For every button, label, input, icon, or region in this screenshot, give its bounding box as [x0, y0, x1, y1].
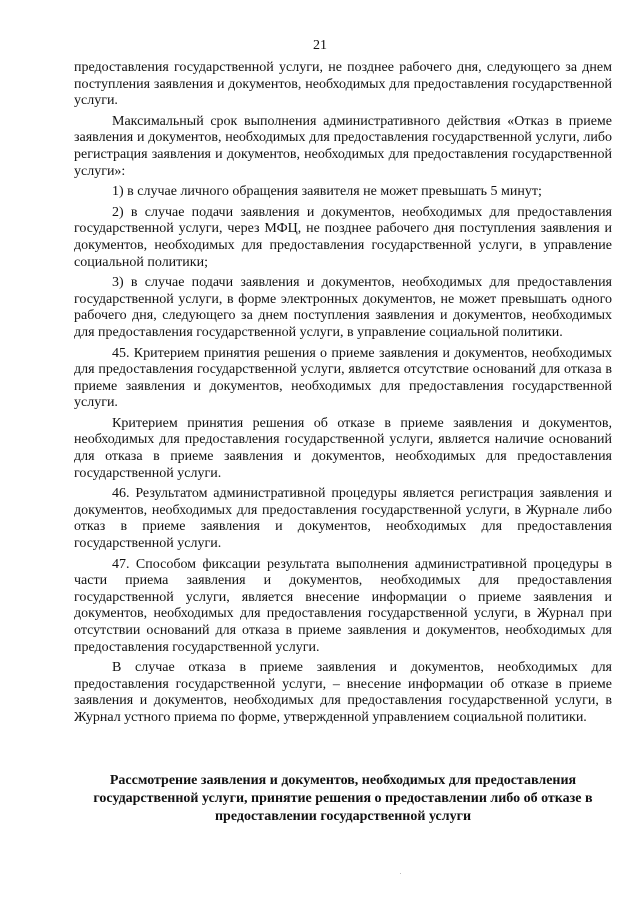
page-number: 21 — [313, 38, 327, 53]
list-item: 2) в случае подачи заявления и документов, необходимых для предоставления государственной услуги, через МФЦ, не позднее рабочего дня поступления заявления и документов, необходимых для предоставления государственной услуги, в управление социальной политики; — [74, 204, 612, 270]
paragraph: Критерием принятия решения об отказе в приеме заявления и документов, необходимых для предоставления государственной услуги, является наличие оснований для отказа в приеме заявления и документов, необходимых для предоставления государственной услуги. — [74, 415, 612, 481]
paragraph: Максимальный срок выполнения административного действия «Отказ в приеме заявления и документов, необходимых для предоставления государственной услуги, либо регистрация заявления и документов, необходимых для предоставления государственной услуги»: — [74, 113, 612, 179]
list-item: 1) в случае личного обращения заявителя не может превышать 5 минут; — [112, 184, 542, 200]
list-item: 3) в случае подачи заявления и документов, необходимых для предоставления государственной услуги, в форме электронных документов, не может превышать одного рабочего дня, следующего за днем поступления заявления и документов, необходимых для предоставления государственной услуги, в управление социальной политики. — [74, 275, 612, 340]
clause-45: 45. Критерием принятия решения о приеме заявления и документов, необходимых для предоставления государственной услуги, является отсутствие оснований для отказа в приеме заявления и документов, необходимых для предоставления государственной услуги. — [74, 345, 612, 411]
paragraph: предоставления государственной услуги, не позднее рабочего дня, следующего за днем поступления заявления и документов, необходимых для предоставления государственной услуги. — [74, 60, 612, 109]
paragraph: В случае отказа в приеме заявления и документов, необходимых для предоставления государственной услуги, – внесение информации об отказе в приеме заявления и документов, необходимых для предоставления государственной услуги, в Журнал устного приема по форме, утвержденной управлением социальной политики. — [74, 660, 612, 725]
clause-47: 47. Способом фиксации результата выполнения административной процедуры в части приема заявления и документов, необходимых для предоставления государственной услуги, является внесение информации о приеме заявления и документов, необходимых для предоставления государственной услуги, в Журнал при отсутствии оснований для отказа в приеме заявления и документов, необходимых для предоставления государственной услуги. — [74, 556, 612, 655]
document-body — [74, 60, 612, 731]
section-heading: Рассмотрение заявления и документов, необходимых для предоставления государственной услуги, принятие решения о предоставлении либо об отказе в предоставлении государственной услуги — [93, 773, 593, 824]
clause-46: 46. Результатом административной процедуры является регистрация заявления и документов, необходимых для предоставления государственной услуги, в Журнале либо отказ в приеме заявления и документов, необходимых для предоставления государственной услуги. — [74, 486, 612, 552]
scan-speck — [400, 873, 401, 874]
